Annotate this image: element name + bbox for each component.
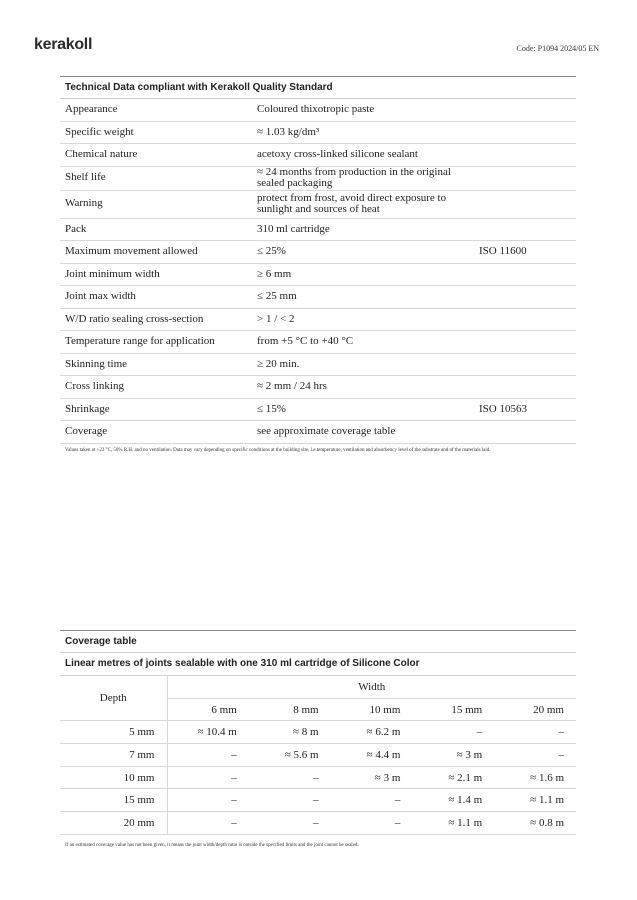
property-label: Shrinkage xyxy=(60,398,252,421)
kerakoll-logo: kerakoll xyxy=(34,36,93,53)
coverage-cell: – xyxy=(167,812,249,835)
coverage-cell: ≈ 2.1 m xyxy=(412,766,494,789)
coverage-cell: ≈ 3 m xyxy=(331,766,413,789)
technical-data-table xyxy=(60,99,576,444)
coverage-cell: ≈ 1.1 m xyxy=(412,812,494,835)
property-standard xyxy=(474,190,576,218)
table-row xyxy=(60,99,576,121)
property-value: acetoxy cross-linked silicone sealant xyxy=(252,144,474,167)
property-label: Chemical nature xyxy=(60,144,252,167)
table-row xyxy=(60,286,576,309)
property-value: protect from frost, avoid direct exposure to sunlight and sources of heat xyxy=(252,190,474,218)
property-label: Shelf life xyxy=(60,166,252,190)
property-value: ≥ 20 min. xyxy=(252,353,474,376)
depth-header: Depth xyxy=(60,676,167,721)
property-standard xyxy=(474,286,576,309)
coverage-section xyxy=(60,630,576,849)
coverage-cell: ≈ 3 m xyxy=(412,744,494,767)
depth-cell: 7 mm xyxy=(60,744,167,767)
property-label: Maximum movement allowed xyxy=(60,241,252,264)
width-column-header: 20 mm xyxy=(494,698,576,721)
property-value: ≤ 25% xyxy=(252,241,474,264)
coverage-cell: – xyxy=(331,789,413,812)
property-standard xyxy=(474,218,576,241)
coverage-cell: – xyxy=(249,789,331,812)
table-row xyxy=(60,398,576,421)
table-row xyxy=(60,744,576,767)
coverage-cell: ≈ 0.8 m xyxy=(494,812,576,835)
width-column-header: 6 mm xyxy=(167,698,249,721)
coverage-cell: ≈ 1.4 m xyxy=(412,789,494,812)
property-value: ≈ 1.03 kg/dm³ xyxy=(252,121,474,144)
table-row xyxy=(60,789,576,812)
depth-cell: 20 mm xyxy=(60,812,167,835)
property-label: Specific weight xyxy=(60,121,252,144)
property-value: from +5 °C to +40 °C xyxy=(252,331,474,354)
property-standard xyxy=(474,121,576,144)
property-standard: ISO 10563 xyxy=(474,398,576,421)
property-label: Skinning time xyxy=(60,353,252,376)
property-standard xyxy=(474,331,576,354)
table-row xyxy=(60,144,576,167)
table-row xyxy=(60,241,576,264)
property-standard xyxy=(474,263,576,286)
coverage-note: If an estimated coverage value has not been given, it means the joint width/depth ratio is outside the specified limits and the joint cannot be sealed. xyxy=(65,842,359,848)
technical-data-section xyxy=(60,76,576,454)
table-row xyxy=(60,308,576,331)
coverage-cell: ≈ 6.2 m xyxy=(331,721,413,744)
technical-data-title: Technical Data compliant with Kerakoll Quality Standard xyxy=(60,76,576,99)
property-value: Coloured thixotropic paste xyxy=(252,99,474,121)
coverage-cell: – xyxy=(167,789,249,812)
width-column-header: 10 mm xyxy=(331,698,413,721)
property-label: Warning xyxy=(60,190,252,218)
width-column-header: 8 mm xyxy=(249,698,331,721)
coverage-table xyxy=(60,676,576,835)
coverage-title: Coverage table xyxy=(60,630,576,653)
table-row xyxy=(60,331,576,354)
table-row xyxy=(60,353,576,376)
coverage-cell: – xyxy=(167,744,249,767)
table-row xyxy=(60,812,576,835)
coverage-cell: – xyxy=(249,812,331,835)
coverage-cell: – xyxy=(167,766,249,789)
technical-data-note: Values taken at +23 °C, 50% R.H. and no ventilation. Data may vary depending on specific conditions at the building site, i.e.temperature, ventilation and absorbency level of the substrate and of the materials laid. xyxy=(65,447,491,453)
property-value: ≈ 24 months from production in the original sealed packaging xyxy=(252,166,474,190)
property-value: ≥ 6 mm xyxy=(252,263,474,286)
property-value: ≈ 2 mm / 24 hrs xyxy=(252,376,474,399)
coverage-cell: – xyxy=(494,721,576,744)
coverage-cell: ≈ 4.4 m xyxy=(331,744,413,767)
width-column-header: 15 mm xyxy=(412,698,494,721)
table-row xyxy=(60,766,576,789)
table-row xyxy=(60,421,576,444)
coverage-cell: – xyxy=(494,744,576,767)
table-row xyxy=(60,190,576,218)
property-standard xyxy=(474,166,576,190)
coverage-cell: ≈ 10.4 m xyxy=(167,721,249,744)
property-value: ≤ 25 mm xyxy=(252,286,474,309)
coverage-cell: ≈ 1.1 m xyxy=(494,789,576,812)
property-label: Joint minimum width xyxy=(60,263,252,286)
property-label: Pack xyxy=(60,218,252,241)
depth-cell: 15 mm xyxy=(60,789,167,812)
property-value: see approximate coverage table xyxy=(252,421,474,444)
coverage-cell: – xyxy=(249,766,331,789)
property-standard xyxy=(474,376,576,399)
property-standard xyxy=(474,421,576,444)
depth-cell: 10 mm xyxy=(60,766,167,789)
table-row xyxy=(60,166,576,190)
document-code: Code: P1094 2024/05 EN xyxy=(516,44,599,53)
coverage-cell: – xyxy=(412,721,494,744)
property-standard xyxy=(474,99,576,121)
property-label: Coverage xyxy=(60,421,252,444)
property-label: Temperature range for application xyxy=(60,331,252,354)
property-standard xyxy=(474,308,576,331)
property-label: Joint max width xyxy=(60,286,252,309)
property-standard xyxy=(474,353,576,376)
coverage-cell: ≈ 8 m xyxy=(249,721,331,744)
coverage-cell: ≈ 5.6 m xyxy=(249,744,331,767)
table-row xyxy=(60,121,576,144)
table-row xyxy=(60,263,576,286)
width-header: Width xyxy=(167,676,576,698)
property-value: ≤ 15% xyxy=(252,398,474,421)
property-standard: ISO 11600 xyxy=(474,241,576,264)
table-row xyxy=(60,218,576,241)
property-value: > 1 / < 2 xyxy=(252,308,474,331)
table-row xyxy=(60,721,576,744)
property-label: Cross linking xyxy=(60,376,252,399)
property-standard xyxy=(474,144,576,167)
depth-cell: 5 mm xyxy=(60,721,167,744)
property-label: Appearance xyxy=(60,99,252,121)
property-label: W/D ratio sealing cross-section xyxy=(60,308,252,331)
coverage-subtitle: Linear metres of joints sealable with one 310 ml cartridge of Silicone Color xyxy=(60,653,576,676)
coverage-cell: ≈ 1.6 m xyxy=(494,766,576,789)
property-value: 310 ml cartridge xyxy=(252,218,474,241)
coverage-cell: – xyxy=(331,812,413,835)
table-row xyxy=(60,376,576,399)
